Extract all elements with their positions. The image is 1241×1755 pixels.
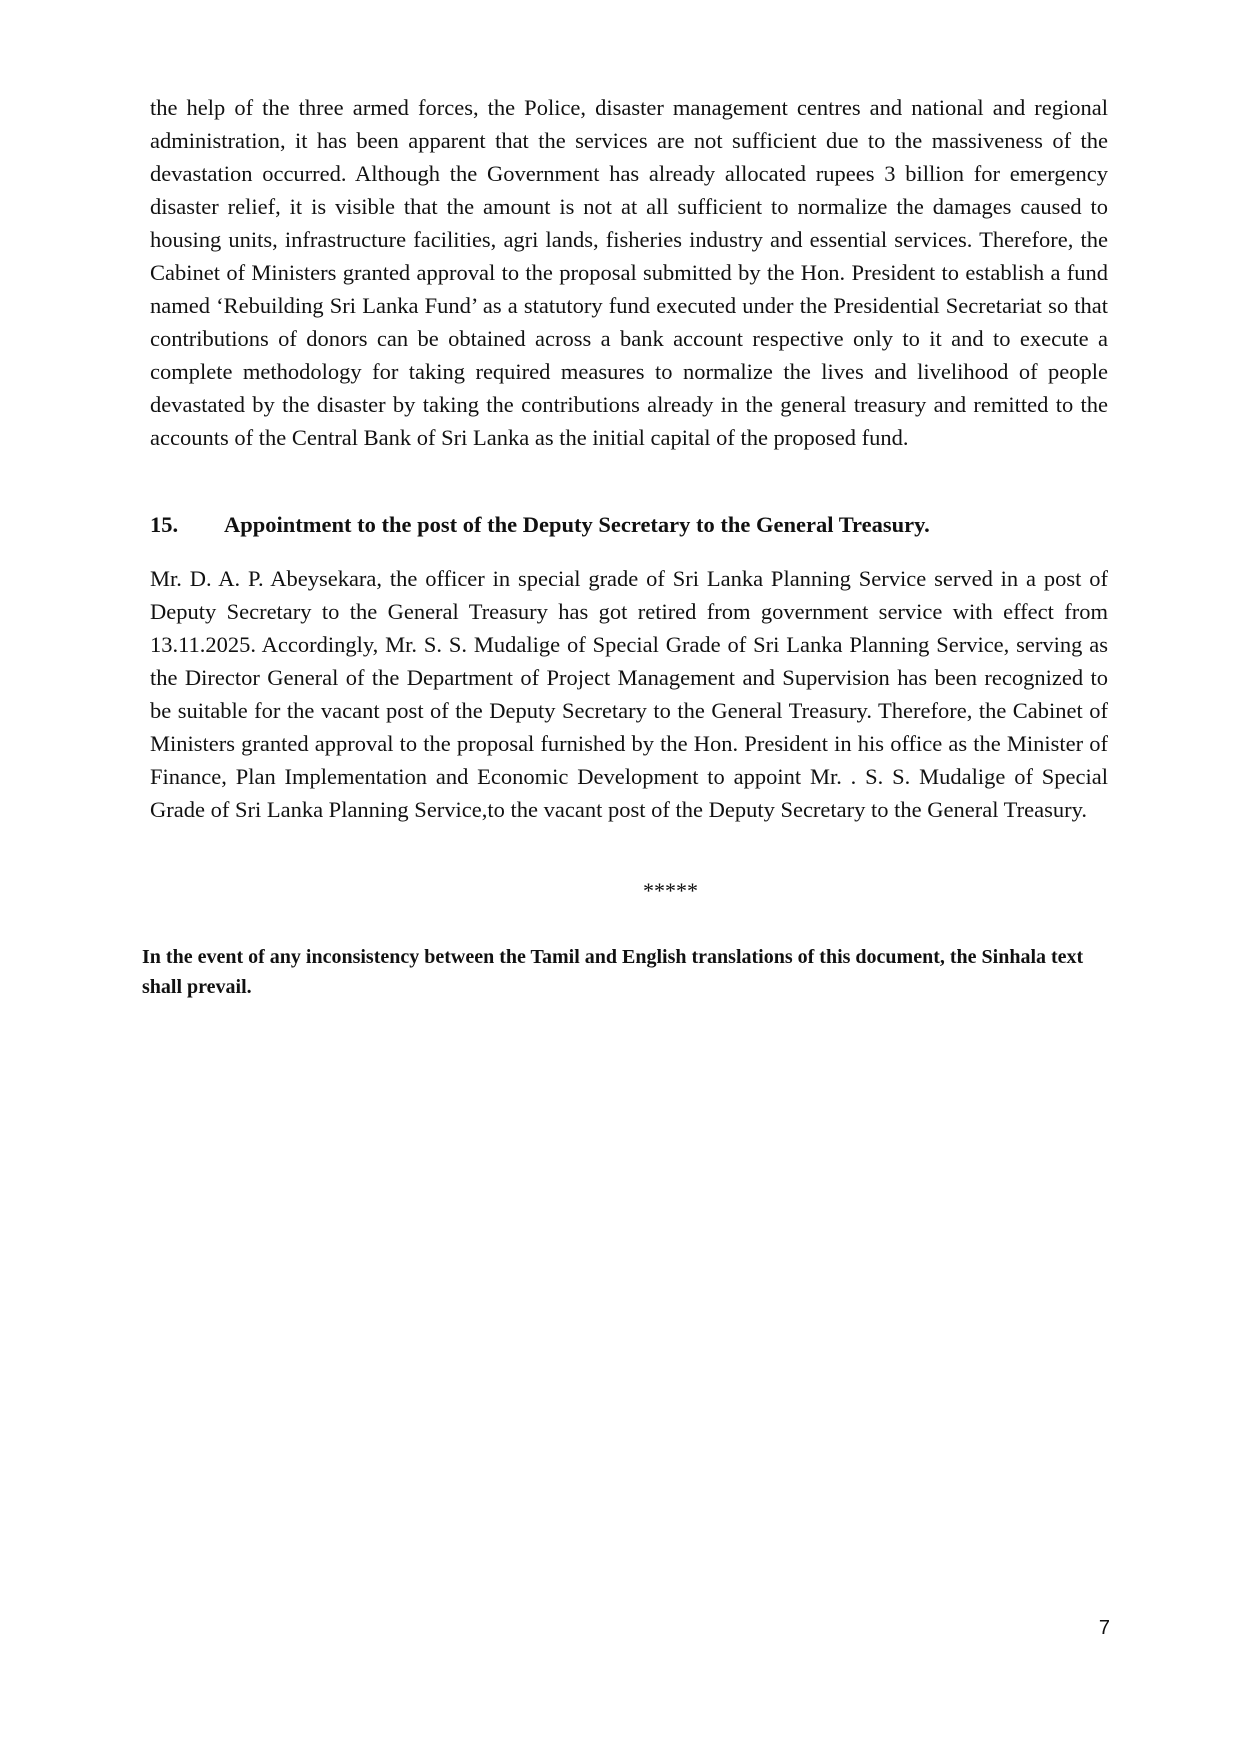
page-number: 7 [1098,1617,1110,1639]
language-prevail-note: In the event of any inconsistency between the Tamil and English translations of this document, the Sinhala text shall prevail. [142,946,1084,998]
section-15-heading [150,508,1108,541]
section-15-body: Mr. D. A. P. Abeysekara, the officer in special grade of Sri Lanka Planning Service served in a post of Deputy Secretary to the General Treasury has got retired from government service with effect from 13.11.2025. Accordingly, Mr. S. S. Mudalige of Special Grade of Sri Lanka Planning Service, serving as the Director General of the Department of Project Management and Supervision has been recognized to be suitable for the vacant post of the Deputy Secretary to the General Treasury. Therefore, the Cabinet of Ministers granted approval to the proposal furnished by the Hon. President in his office as the Minister of Finance, Plan Implementation and Economic Development to appoint Mr. . S. S. Mudalige of Special Grade of Sri Lanka Planning Service,to the vacant post of the Deputy Secretary to the General Treasury. [150,566,1108,822]
section-15-title: Appointment to the post of the Deputy Secretary to the General Treasury. [224,512,930,537]
end-separator: ***** [643,878,698,903]
section-15-number: 15. [150,512,179,537]
paragraph-rebuilding-fund-continued: the help of the three armed forces, the Police, disaster management centres and national and regional administration, it has been apparent that the services are not sufficient due to the massiveness of the devastation occurred. Although the Government has already allocated rupees 3 billion for emergency disaster relief, it is visible that the amount is not at all sufficient to normalize the damages caused to housing units, infrastructure facilities, agri lands, fisheries industry and essential services. Therefore, the Cabinet of Ministers granted approval to the proposal submitted by the Hon. President to establish a fund named ‘Rebuilding Sri Lanka Fund’ as a statutory fund executed under the Presidential Secretariat so that contributions of donors can be obtained across a bank account respective only to it and to execute a complete methodology for taking required measures to normalize the lives and livelihood of people devastated by the disaster by taking the contributions already in the general treasury and remitted to the accounts of the Central Bank of Sri Lanka as the initial capital of the proposed fund. [150,95,1108,450]
